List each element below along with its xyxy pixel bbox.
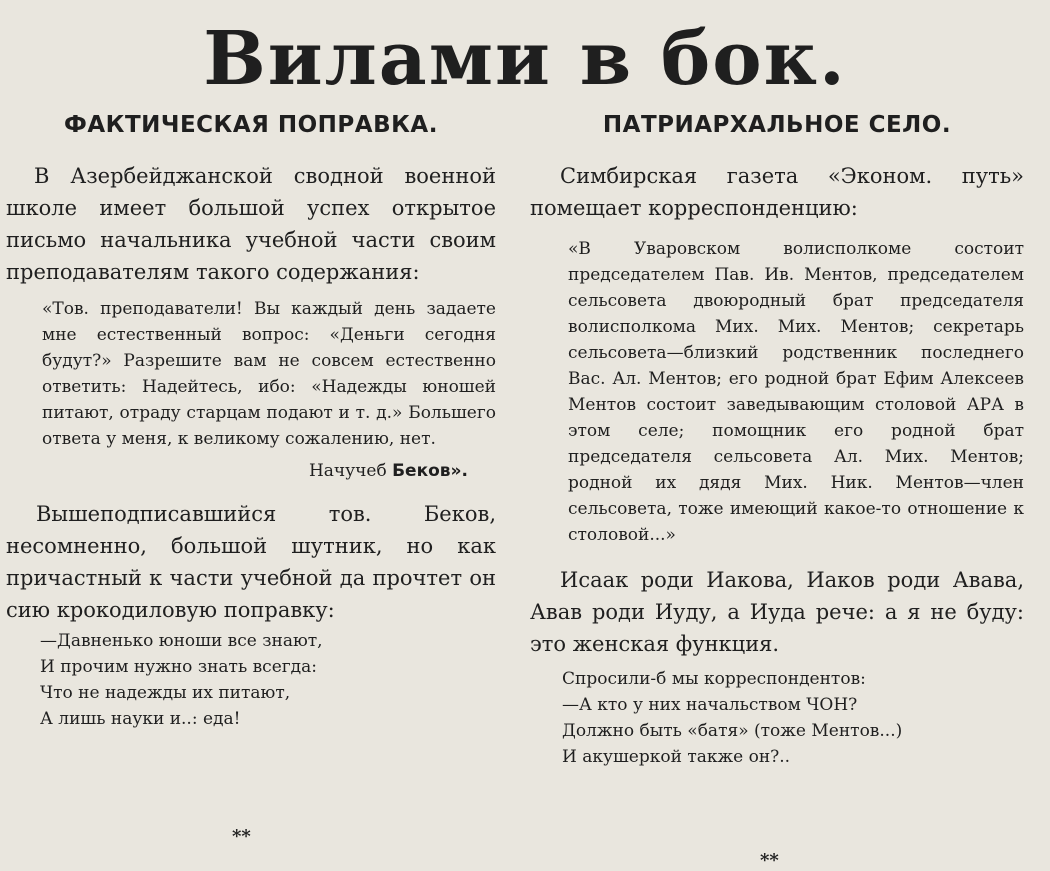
section-separator-stars: ** (232, 826, 251, 847)
left-signature (6, 458, 468, 484)
verse-line: А лишь науки и..: еда! (40, 709, 241, 729)
section-separator-stars: ** (760, 850, 779, 871)
left-verse (6, 628, 496, 732)
right-commentary-paragraph: Исаак роди Иакова, Иаков роди Авава, Авав роди Иуду, а Иуда рече: а я не буду: это женская функция. (530, 568, 1024, 656)
verse-line: —Давненько юноши все знают, (40, 631, 323, 651)
right-quoted-correspondence: «В Уваровском волисполкоме состоит председателем Пав. Ив. Ментов, председателем сельсовета двоюродный брат председателя волисполкома Мих. Мих. Ментов; секретарь сельсовета—близкий родственник последнего Вас. Ал. Ментов; его родной брат Ефим Алексеев Ментов состоит заведывающим столовой АРА в этом селе; помощник его родной брат председателя сельсовета Ал. Мих. Ментов; родной их дядя Мих. Ник. Ментов—член сельсовета, тоже имеющий какое-то отношение к столовой...» (568, 239, 1024, 545)
left-intro-paragraph: В Азербейджанской сводной военной школе имеет большой успех открытое письмо начальника учебной части своим преподавателям такого содержания: (6, 164, 496, 284)
left-commentary-paragraph: Вышеподписавшийся тов. Беков, несомненно, большой шутник, но как причастный к части учебной да прочтет он сию крокодиловую поправку: (6, 502, 496, 622)
signature-name: Беков». (392, 461, 468, 481)
page-headline: Вилами в бок. (203, 16, 847, 102)
left-column-heading: ФАКТИЧЕСКАЯ ПОПРАВКА. (64, 112, 438, 138)
verse-line: Должно быть «батя» (тоже Ментов...) (562, 721, 903, 741)
verse-line: Что не надежды их питают, (40, 683, 291, 703)
right-verse (530, 666, 1024, 770)
verse-line: И прочим нужно знать всегда: (40, 657, 318, 677)
right-column (530, 112, 1024, 770)
signature-prefix: Начучеб (308, 461, 387, 481)
right-intro-paragraph: Симбирская газета «Эконом. путь» помещает корреспонденцию: (530, 164, 1024, 220)
left-quoted-letter: «Тов. преподаватели! Вы каждый день задаете мне естественный вопрос: «Деньги сегодня будут?» Разрешите вам не совсем естественно ответить: Надейтесь, ибо: «Надежды юношей питают, отраду старцам подают и т. д.» Большего ответа у меня, к великому сожалению, нет. (42, 299, 496, 449)
left-column (6, 112, 496, 732)
verse-line: И акушеркой также он?.. (562, 747, 791, 767)
right-column-heading: ПАТРИАРХАЛЬНОЕ СЕЛО. (602, 112, 952, 138)
verse-line: —А кто у них начальством ЧОН? (562, 695, 858, 715)
verse-line: Спросили-б мы корреспондентов: (562, 669, 866, 689)
